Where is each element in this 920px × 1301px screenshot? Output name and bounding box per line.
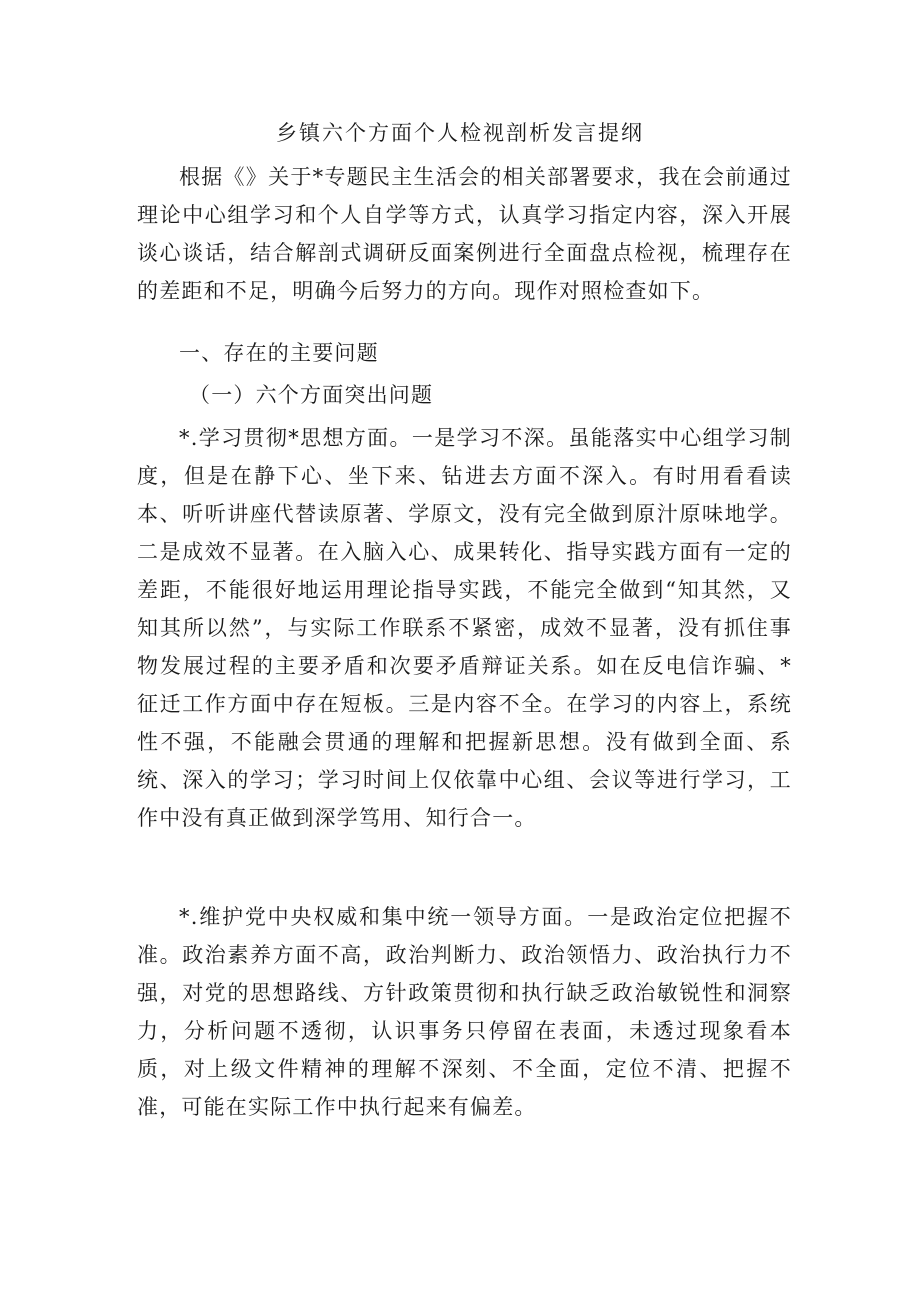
subsection-heading-six-aspects: （一）六个方面突出问题: [189, 383, 434, 407]
paragraph-study-thought: *.学习贯彻*思想方面。一是学习不深。虽能落实中心组学习制度，但是在静下心、坐下来、钻进去方面不深入。有时用看看读本、听听讲座代替读原著、学原文，没有完全做到原汁原味地学。二是成效不显著。在入脑入心、成果转化、指导实践方面有一定的差距，不能很好地运用理论指导实践，不能完全做到“知其然，又知其所以然”，与实际工作联系不紧密，成效不显著，没有抓住事物发展过程的主要矛盾和次要矛盾辩证关系。如在反电信诈骗、*征迁工作方面中存在短板。三是内容不全。在学习的内容上，系统性不强，不能融会贯通的理解和把握新思想。没有做到全面、系统、深入的学习；学习时间上仅依靠中心组、会议等进行学习，工作中没有真正做到深学笃用、知行合一。: [137, 426, 792, 830]
paragraph-maintain-authority: *.维护党中央权威和集中统一领导方面。一是政治定位把握不准。政治素养方面不高，政治判断力、政治领悟力、政治执行力不强，对党的思想路线、方针政策贯彻和执行缺乏政治敏锐性和洞察力，分析问题不透彻，认识事务只停留在表面，未透过现象看本质，对上级文件精神的理解不深刻、不全面，定位不清、把握不准，可能在实际工作中执行起来有偏差。: [137, 905, 792, 1119]
intro-paragraph: 根据《》关于*专题民主生活会的相关部署要求，我在会前通过理论中心组学习和个人自学等方式，认真学习指定内容，深入开展谈心谈话，结合解剖式调研反面案例进行全面盘点检视，梳理存在的差距和不足，明确今后努力的方向。现作对照检查如下。: [137, 165, 792, 303]
section-heading-main-problems: 一、存在的主要问题: [179, 341, 379, 365]
document-title: 乡镇六个方面个人检视剖析发言提纲: [276, 121, 644, 145]
